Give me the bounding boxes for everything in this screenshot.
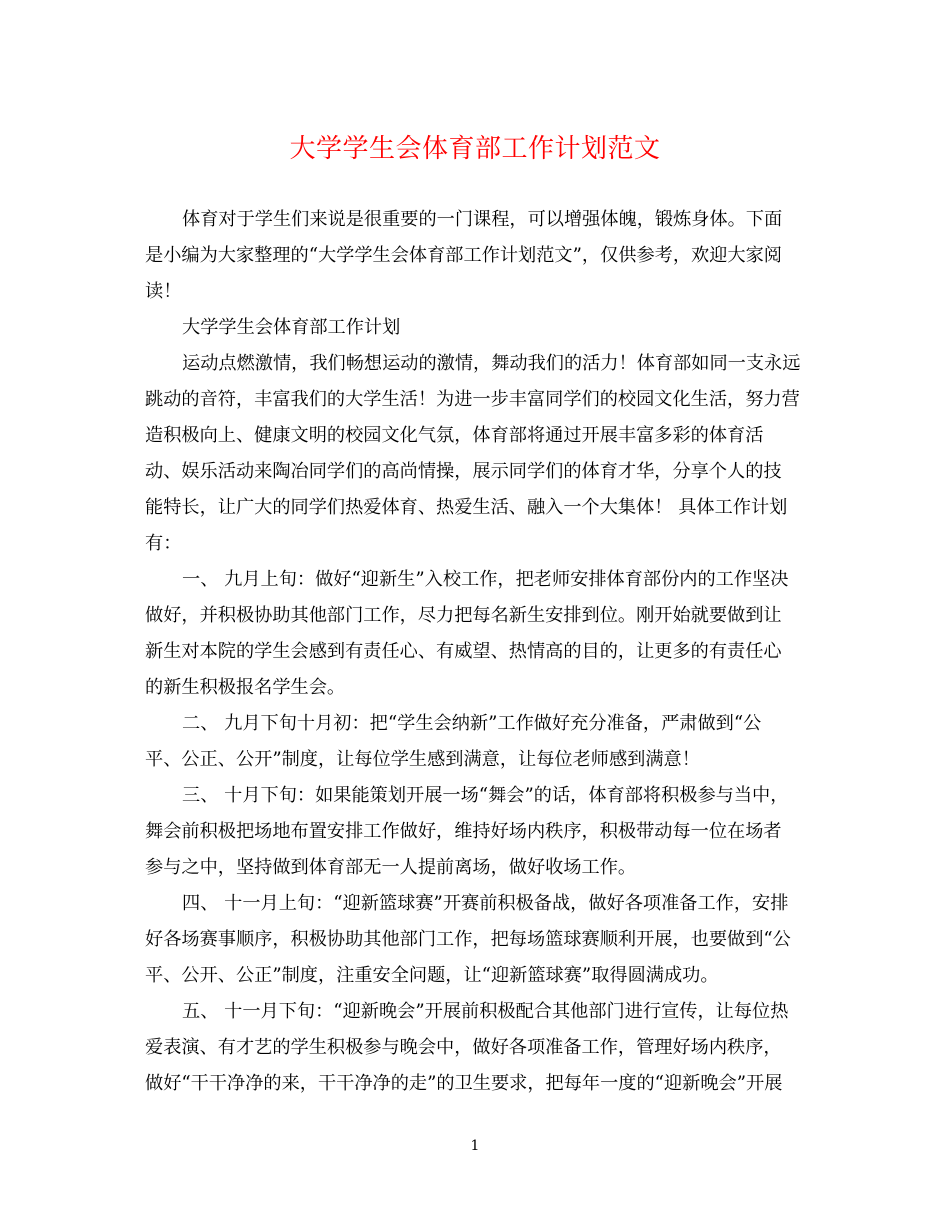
paragraph-line: 参与之中，坚持做到体育部无一人提前离场，做好收场工作。: [145, 857, 637, 878]
paragraph-line: 造积极向上、健康文明的校园文化气氛，体育部将通过开展丰富多彩的体育活: [145, 425, 764, 446]
paragraph-line: 三、 十月下旬：如果能策划开展一场“舞会”的话，体育部将积极参与当中，: [182, 785, 789, 806]
paragraph-line: 爱表演、有才艺的学生积极参与晚会中，做好各项准备工作，管理好场内秩序，: [145, 1037, 782, 1058]
paragraph-line: 舞会前积极把场地布置安排工作做好，维持好场内秩序，积极带动每一位在场者: [145, 821, 782, 842]
paragraph-line: 的新生积极报名学生会。: [145, 677, 346, 698]
paragraph-line: 好各场赛事顺序，积极协助其他部门工作，把每场篮球赛顺利开展，也要做到“公: [145, 929, 791, 950]
page-number: 1: [470, 1138, 480, 1154]
paragraph-line: 一、 九月上旬：做好“迎新生”入校工作，把老师安排体育部份内的工作坚决: [182, 569, 789, 590]
paragraph-line: 平、公开、公正”制度，注重安全问题，让“迎新篮球赛”取得圆满成功。: [145, 965, 719, 986]
section-heading: 大学学生会体育部工作计划: [182, 317, 401, 338]
paragraph-line: 四、 十一月上旬：“迎新篮球赛”开赛前积极备战，做好各项准备工作，安排: [182, 893, 789, 914]
paragraph-line: 动、娱乐活动来陶冶同学们的高尚情操，展示同学们的体育才华，分享个人的技: [145, 461, 782, 482]
paragraph-line: 新生对本院的学生会感到有责任心、有威望、热情高的目的，让更多的有责任心: [145, 641, 782, 662]
document-title: 大学学生会体育部工作计划范文: [289, 134, 661, 164]
paragraph-line: 做好，并积极协助其他部门工作，尽力把每名新生安排到位。刚开始就要做到让: [145, 605, 782, 626]
paragraph-line: 有：: [145, 533, 182, 554]
paragraph-line: 运动点燃激情，我们畅想运动的激情，舞动我们的活力！体育部如同一支永远: [182, 353, 801, 374]
paragraph-line: 五、 十一月下旬：“迎新晚会”开展前积极配合其他部门进行宣传，让每位热: [182, 1001, 789, 1022]
paragraph-line: 能特长，让广大的同学们热爱体育、热爱生活、融入一个大集体！ 具体工作计划: [145, 497, 788, 518]
paragraph-line: 体育对于学生们来说是很重要的一门课程，可以增强体魄，锻炼身体。下面: [182, 209, 783, 230]
paragraph-line: 读！: [145, 281, 182, 302]
paragraph-line: 跳动的音符，丰富我们的大学生活！为进一步丰富同学们的校园文化生活，努力营: [145, 389, 800, 410]
paragraph-line: 平、公正、公开”制度，让每位学生感到满意，让每位老师感到满意！: [145, 749, 700, 770]
paragraph-line: 是小编为大家整理的“大学学生会体育部工作计划范文”，仅供参考，欢迎大家阅: [145, 245, 782, 266]
paragraph-line: 二、 九月下旬十月初：把“学生会纳新”工作做好充分准备，严肃做到“公: [182, 713, 762, 734]
paragraph-line: 做好“干干净净的来，干干净净的走”的卫生要求，把每年一度的“迎新晚会”开展: [145, 1073, 783, 1094]
